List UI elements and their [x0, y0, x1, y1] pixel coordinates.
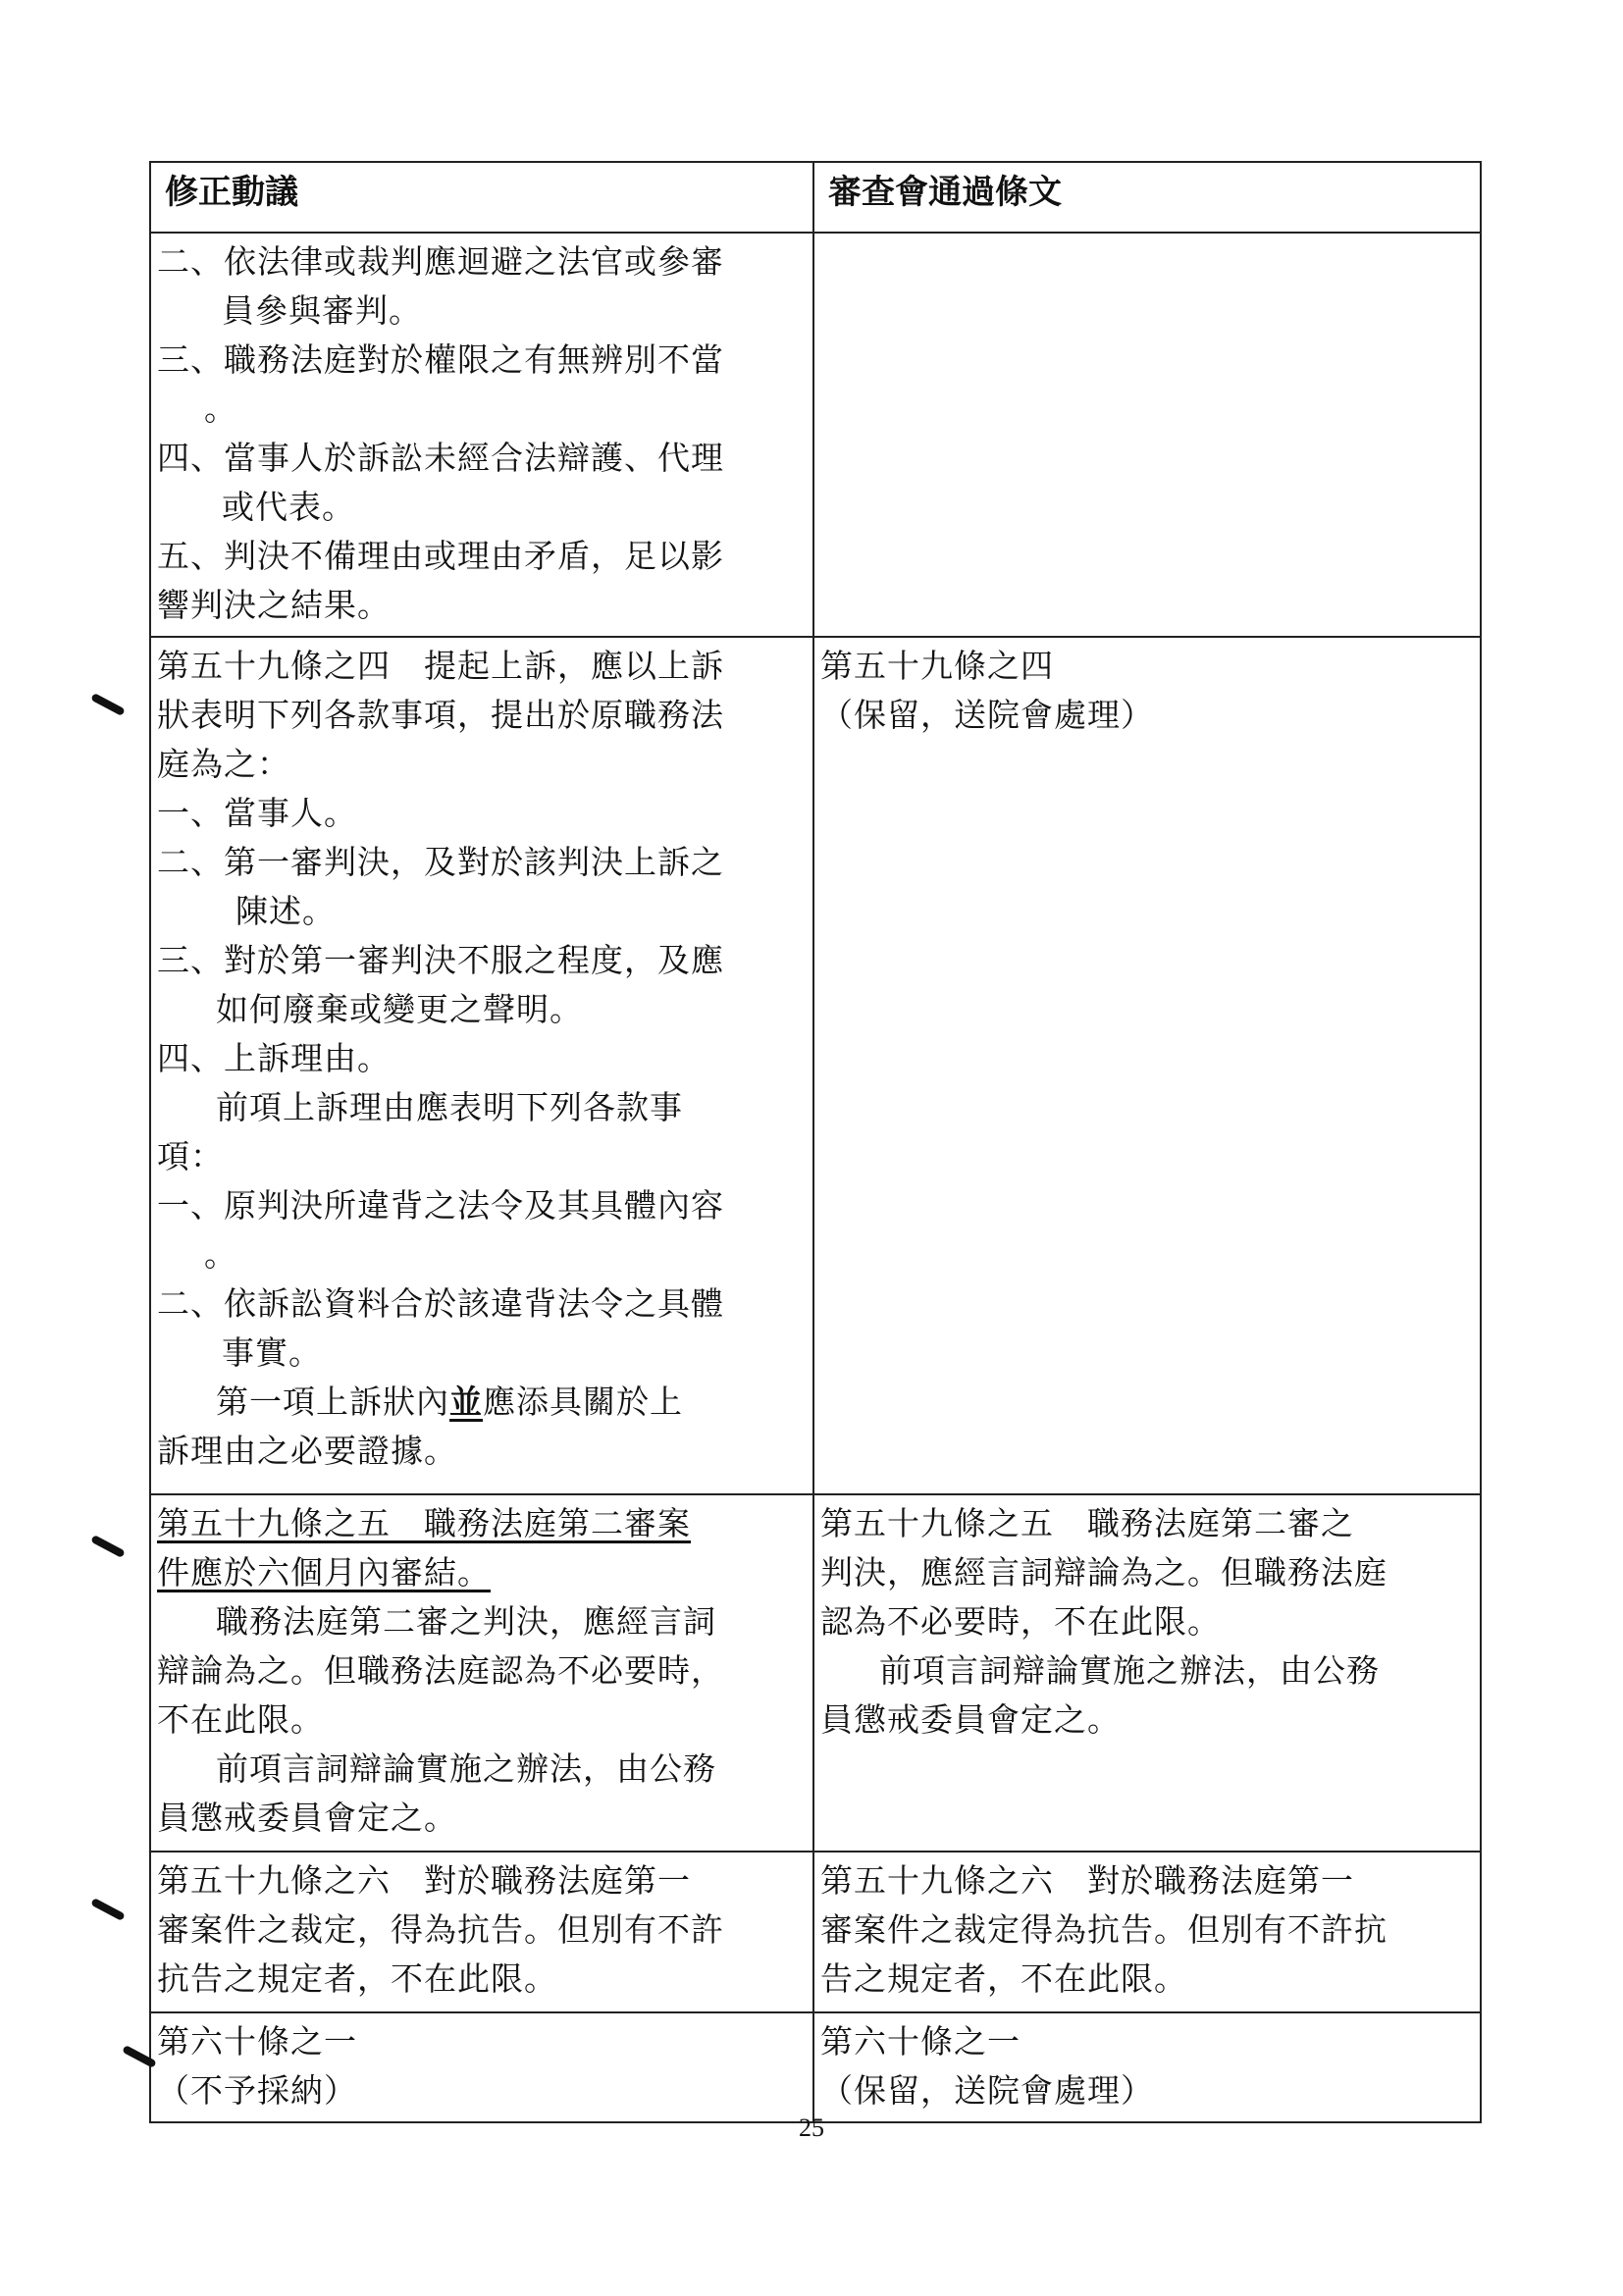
comparison-table [149, 161, 1482, 2123]
text-line: 。 [204, 1235, 237, 1274]
cell-committee-text [813, 1852, 1481, 2012]
text-line: 一、當事人。 [157, 794, 357, 832]
table-row [150, 1494, 1481, 1852]
text-line: 第五十九條之四 [820, 647, 1054, 685]
text-line: 前項言詞辯論實施之辦法，由公務 [216, 1749, 716, 1788]
text-line: 員參與審判。 [222, 291, 422, 330]
cell-committee-text [813, 233, 1481, 637]
text-line: 辯論為之。但職務法庭認為不必要時， [157, 1651, 724, 1690]
page-number: 25 [799, 2113, 824, 2142]
header-amendment-motion: 修正動議 [150, 162, 813, 233]
cell-committee-text [813, 1494, 1481, 1852]
text-line: 二、依法律或裁判應迴避之法官或參審 [157, 242, 724, 281]
text-line: 三、對於第一審判決不服之程度，及應 [157, 941, 724, 979]
text-line: 不在此限。 [157, 1700, 324, 1739]
text-line: 四、上訴理由。 [157, 1039, 391, 1077]
cell-amendment [150, 2012, 813, 2122]
text-fragment: 第一項上訴狀內 [216, 1383, 449, 1421]
cell-amendment [150, 637, 813, 1494]
text-line: 審案件之裁定，得為抗告。但別有不許 [157, 1910, 724, 1949]
text-line: 告之規定者，不在此限。 [820, 1959, 1187, 1998]
table-header-row [150, 162, 1481, 233]
text-line: 第五十九條之四 提起上訴，應以上訴 [157, 647, 724, 685]
text-line: 四、當事人於訴訟未經合法辯護、代理 [157, 439, 724, 477]
text-line: 判決，應經言詞辯論為之。但職務法庭 [820, 1553, 1387, 1592]
cell-committee-text [813, 2012, 1481, 2122]
text-line: 陳述。 [236, 892, 336, 930]
text-line: 審案件之裁定得為抗告。但別有不許抗 [820, 1910, 1387, 1949]
text-line: 三、職務法庭對於權限之有無辨別不當 [157, 340, 724, 379]
text-line: 二、依訴訟資料合於該違背法令之具體 [157, 1284, 724, 1323]
table-row [150, 233, 1481, 637]
text-line: 或代表。 [222, 488, 355, 526]
text-line [157, 1378, 805, 1427]
text-line: 二、第一審判決，及對於該判決上訴之 [157, 843, 724, 881]
table-row [150, 637, 1481, 1494]
text-line: 第五十九條之六 對於職務法庭第一 [157, 1861, 691, 1900]
text-line: 認為不必要時，不在此限。 [820, 1602, 1221, 1641]
cell-committee-text [813, 637, 1481, 1494]
text-line: 。 [204, 390, 237, 428]
text-line: 第六十條之一 [157, 2022, 357, 2061]
text-line: 響判決之結果。 [157, 586, 391, 624]
text-line: 庭為之： [157, 745, 290, 783]
text-line: 前項上訴理由應表明下列各款事 [216, 1088, 683, 1126]
text-line: 五、判決不備理由或理由矛盾，足以影 [157, 537, 724, 575]
text-line: 前項言詞辯論實施之辦法，由公務 [879, 1651, 1380, 1690]
cell-amendment [150, 1494, 813, 1852]
text-line: （保留，送院會處理） [820, 2071, 1154, 2110]
table-row [150, 1852, 1481, 2012]
text-line: 狀表明下列各款事項，提出於原職務法 [157, 696, 724, 734]
text-line: （保留，送院會處理） [820, 696, 1154, 734]
text-line: 員懲戒委員會定之。 [820, 1700, 1121, 1739]
text-line: 第六十條之一 [820, 2022, 1021, 2061]
text-line: 第五十九條之六 對於職務法庭第一 [820, 1861, 1354, 1900]
text-line: 項： [157, 1137, 224, 1175]
text-line: 事實。 [222, 1333, 322, 1372]
text-line: 訴理由之必要證據。 [157, 1432, 457, 1470]
text-line: 第五十九條之五 職務法庭第二審之 [820, 1504, 1354, 1542]
text-line: 第五十九條之五 職務法庭第二審案 [157, 1504, 691, 1542]
margin-tick-mark [90, 1898, 126, 1921]
text-line: （不予採納） [157, 2071, 357, 2110]
text-line: 件應於六個月內審結。 [157, 1553, 491, 1592]
table-row [150, 2012, 1481, 2122]
text-line: 職務法庭第二審之判決，應經言詞 [216, 1602, 716, 1641]
text-fragment: 應添具關於上 [483, 1383, 683, 1421]
text-line: 員懲戒委員會定之。 [157, 1799, 457, 1837]
header-committee-passed-text: 審查會通過條文 [813, 162, 1481, 233]
margin-tick-mark [90, 1535, 126, 1558]
underlined-word: 並 [449, 1383, 483, 1421]
margin-tick-mark [90, 693, 126, 716]
cell-amendment [150, 233, 813, 637]
text-line: 抗告之規定者，不在此限。 [157, 1959, 557, 1998]
text-line: 如何廢棄或變更之聲明。 [216, 990, 583, 1028]
cell-amendment [150, 1852, 813, 2012]
text-line: 一、原判決所違背之法令及其具體內容 [157, 1186, 724, 1225]
